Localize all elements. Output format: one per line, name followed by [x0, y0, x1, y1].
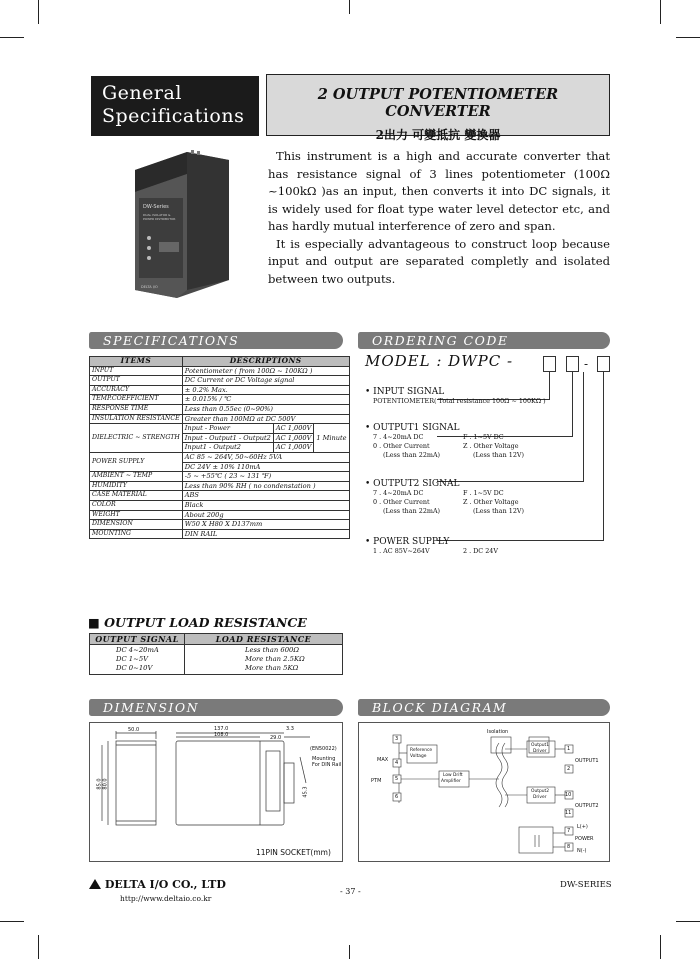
crop-mark [660, 0, 661, 24]
title-box [266, 74, 610, 142]
badge-line1: General [102, 82, 182, 104]
svg-text:DELTA I/O: DELTA I/O [141, 285, 158, 289]
crop-mark [0, 37, 24, 38]
table-row: COLOR Black [90, 500, 350, 510]
company-name: DELTA I/O CO., LTD [89, 878, 226, 891]
table-row: DC 4~20mA DC 1~5V DC 0~10V Less than 600Ω More than 2.5KΩ More than 5KΩ [90, 645, 343, 675]
svg-text:DUAL ISOLATOR &: DUAL ISOLATOR & [143, 213, 171, 217]
load-table: OUTPUT SIGNAL LOAD RESISTANCE DC 4~20mA DC 1~5V DC 0~10V Less than 600Ω More than 2.5KΩ More than 5KΩ [89, 633, 343, 675]
section-badge [91, 76, 259, 136]
logo-icon [89, 879, 101, 889]
table-row: Input1 - Output2 AC 1,000V [90, 443, 350, 453]
output1-group: • OUTPUT1 SIGNAL 7 . 4~20mA DC 0 . Other Current (Less than 22mA) F . 1~5V DC Z . Other Voltage (Less than 12V) [365, 423, 524, 459]
code-box [597, 356, 610, 372]
crop-mark [38, 935, 39, 959]
section-heading: ORDERING CODE [358, 332, 610, 349]
table-row: INPUT Potentiometer ( from 100Ω ~ 100KΩ ) [90, 366, 350, 376]
section-heading: BLOCK DIAGRAM [358, 699, 610, 716]
page-number: - 37 - [340, 887, 361, 896]
crop-mark [38, 0, 39, 24]
table-row: CASE MATERIAL ABS [90, 491, 350, 501]
series-label: DW-SERIES [560, 880, 612, 890]
crop-mark [349, 0, 350, 14]
table-row: POWER SUPPLY AC 85 ~ 264V, 50~60Hz 5VA [90, 452, 350, 462]
col-header: ITEMS [90, 357, 183, 367]
table-row: ACCURACY ± 0.2% Max. [90, 385, 350, 395]
table-row: WEIGHT About 200g [90, 510, 350, 520]
table-row: MOUNTING DIN RAIL [90, 529, 350, 539]
crop-mark [676, 37, 700, 38]
table-row: HUMIDITY Less than 90% RH ( no condenstation ) [90, 481, 350, 491]
svg-text:POWER DISTRIBUTOR: POWER DISTRIBUTOR [143, 217, 176, 221]
product-image [125, 150, 237, 300]
badge-line2: Specifications [102, 105, 245, 127]
section-heading: SPECIFICATIONS [89, 332, 343, 349]
page-title: 2 OUTPUT POTENTIOMETER CONVERTER [317, 86, 559, 120]
table-row: DIELECTRIC ~ STRENGTH Input - Power AC 1,000V 1 Minute [90, 424, 350, 434]
table-row: OUTPUT DC Current or DC Voltage signal [90, 376, 350, 386]
intro-paragraph: This instrument is a high and accurate converter that has resistance signal of 3 lines potentiometer (100Ω ~100kΩ )as an input, then converts it into DC signals, it is widely used for float type water level detector etc, and has hardly mutual interference of zero and span. [268, 149, 610, 233]
crop-mark [0, 921, 24, 922]
code-box [543, 356, 556, 372]
crop-mark [349, 945, 350, 959]
socket-label: 11PIN SOCKET(mm) [256, 848, 331, 857]
intro-text [268, 148, 610, 288]
input-signal-group: • INPUT SIGNAL POTENTIOMETER( Total resistance 100Ω ~ 100KΩ ) [365, 387, 546, 405]
intro-paragraph: It is especially advantageous to construct loop because input and output are separated completly and isolated between two outputs. [268, 236, 610, 286]
svg-text:DW-Series: DW-Series [143, 204, 169, 210]
crop-mark [676, 921, 700, 922]
olr-title: ■ OUTPUT LOAD RESISTANCE [88, 615, 307, 630]
output2-group: • OUTPUT2 SIGNAL 7 . 4~20mA DC 0 . Other Current (Less than 22mA) F . 1~5V DC Z . Other Voltage (Less than 12V) [365, 479, 524, 515]
table-row: DIMENSION W50 X H80 X D137mm [90, 520, 350, 530]
section-heading: DIMENSION [89, 699, 343, 716]
table-row: Input - Output1 - Output2 AC 1,000V [90, 433, 350, 443]
table-row: RESPONSE TIME Less than 0.55ec (0~90%) [90, 404, 350, 414]
table-row: INSULATION RESISTANCE Greater than 100MΩ at DC 500V [90, 414, 350, 424]
crop-mark [660, 935, 661, 959]
code-dash: - [584, 357, 589, 371]
spec-table [89, 356, 350, 539]
col-header: DESCRIPTIONS [182, 357, 349, 367]
company-url: http://www.deltaio.co.kr [120, 894, 212, 903]
model-code: MODEL : DWPC - [365, 352, 514, 370]
table-row: AMBIENT ~ TEMP -5 ~ +55℃ ( 23 ~ 131 ℉) [90, 472, 350, 482]
power-group: • POWER SUPPLY 1 . AC 85V~264V 2 . DC 24V [365, 537, 498, 555]
code-box [566, 356, 579, 372]
table-row: TEMP.COEFFICIENT ± 0.015% / ℃ [90, 395, 350, 405]
table-row: DC 24V ± 10% 110mA [90, 462, 350, 472]
dimension-drawing: 50.0 137.0 108.0 29.0 3.3 85.0 80.0 45.3 (EN50022) Mounting For DIN Rail 11PIN SOCKET(mm) [89, 722, 343, 862]
page-subtitle: 2出力 可變抵抗 變換器 [375, 128, 501, 142]
block-diagram: 3 4 5 6 1 2 10 11 7 8 Isolation MAX PTM Reference Voltage Low Drift Amplifier Output1 Driver Output2 Driver OUTPUT1 OUTPUT2 L(+) POWER N(-) [358, 722, 610, 862]
